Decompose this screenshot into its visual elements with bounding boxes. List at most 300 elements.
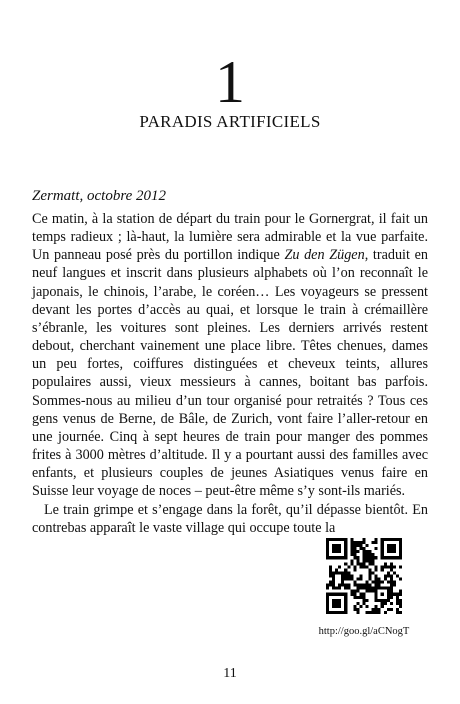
qr-module xyxy=(372,608,375,611)
qr-module xyxy=(344,541,347,544)
qr-module xyxy=(375,556,378,559)
qr-module xyxy=(335,593,338,596)
paragraph-1-text-a: Ce matin, à la station de départ du train pour le Gornergrat, il fait un temps radieux ; là-haut, la lumière sera admirable et la vue parfaite. Un panneau posé près du portillon indique xyxy=(32,211,428,264)
qr-module xyxy=(381,556,384,559)
qr-module xyxy=(369,587,372,590)
qr-module xyxy=(362,587,365,590)
qr-module xyxy=(338,602,341,605)
qr-module xyxy=(366,556,369,559)
qr-module xyxy=(387,581,390,584)
qr-module xyxy=(384,611,387,614)
qr-module xyxy=(335,602,338,605)
qr-module xyxy=(329,611,332,614)
qr-module xyxy=(338,587,341,590)
qr-module xyxy=(362,559,365,562)
qr-module xyxy=(344,538,347,541)
qr-module xyxy=(335,611,338,614)
qr-module xyxy=(338,544,341,547)
qr-module xyxy=(369,550,372,553)
qr-module xyxy=(362,547,365,550)
qr-module xyxy=(332,544,335,547)
qr-module xyxy=(338,556,341,559)
qr-module xyxy=(332,584,335,587)
qr-module xyxy=(353,541,356,544)
qr-module xyxy=(353,550,356,553)
qr-module xyxy=(378,599,381,602)
qr-module xyxy=(362,584,365,587)
qr-module xyxy=(381,602,384,605)
qr-module xyxy=(372,571,375,574)
qr-module xyxy=(329,556,332,559)
qr-module xyxy=(362,599,365,602)
qr-module xyxy=(350,538,353,541)
qr-module xyxy=(326,611,329,614)
qr-module xyxy=(326,556,329,559)
qr-module xyxy=(378,581,381,584)
qr-module xyxy=(332,578,335,581)
qr-module xyxy=(326,547,329,550)
qr-module xyxy=(353,544,356,547)
qr-module xyxy=(387,587,390,590)
qr-module xyxy=(369,611,372,614)
qr-module xyxy=(369,562,372,565)
sign-text-emphasis: Zu den Zügen xyxy=(284,247,365,264)
qr-module xyxy=(399,550,402,553)
qr-module xyxy=(329,593,332,596)
qr-module xyxy=(387,550,390,553)
qr-module xyxy=(335,550,338,553)
qr-module xyxy=(378,587,381,590)
qr-module xyxy=(375,565,378,568)
qr-module xyxy=(393,556,396,559)
qr-module xyxy=(347,587,350,590)
qr-module xyxy=(387,608,390,611)
qr-module xyxy=(369,571,372,574)
qr-module xyxy=(329,584,332,587)
qr-module xyxy=(375,587,378,590)
qr-module xyxy=(390,568,393,571)
qr-module xyxy=(341,571,344,574)
qr-module xyxy=(372,559,375,562)
qr-module xyxy=(399,611,402,614)
qr-module xyxy=(372,587,375,590)
qr-module xyxy=(390,544,393,547)
qr-module xyxy=(332,556,335,559)
qr-module xyxy=(387,599,390,602)
qr-module xyxy=(350,559,353,562)
qr-module xyxy=(326,550,329,553)
qr-module xyxy=(384,556,387,559)
qr-module xyxy=(366,605,369,608)
qr-module xyxy=(341,574,344,577)
qr-module xyxy=(390,602,393,605)
qr-module xyxy=(332,571,335,574)
qr-module xyxy=(372,541,375,544)
qr-module xyxy=(375,599,378,602)
qr-module xyxy=(350,553,353,556)
qr-module xyxy=(353,584,356,587)
qr-module xyxy=(356,550,359,553)
paragraph-2: Le train grimpe et s’engage dans la forêt, qu’il dépasse bientôt. En contrebas apparaît le vaste village qui occupe toute la xyxy=(32,501,428,536)
qr-module xyxy=(359,547,362,550)
qr-module xyxy=(350,578,353,581)
qr-module xyxy=(393,550,396,553)
qr-module xyxy=(344,599,347,602)
qr-module xyxy=(378,608,381,611)
qr-module xyxy=(366,581,369,584)
qr-module xyxy=(326,538,329,541)
qr-module xyxy=(381,565,384,568)
qr-module xyxy=(338,547,341,550)
qr-module xyxy=(359,578,362,581)
qr-module xyxy=(390,578,393,581)
qr-module xyxy=(326,541,329,544)
qr-module xyxy=(381,605,384,608)
qr-module xyxy=(344,574,347,577)
qr-module xyxy=(350,541,353,544)
qr-module xyxy=(399,602,402,605)
qr-module xyxy=(366,584,369,587)
qr-module xyxy=(338,538,341,541)
qr-module xyxy=(390,574,393,577)
qr-module xyxy=(338,605,341,608)
qr-module xyxy=(353,568,356,571)
qr-module xyxy=(366,587,369,590)
qr-module xyxy=(366,565,369,568)
qr-module xyxy=(350,574,353,577)
qr-module xyxy=(356,544,359,547)
qr-module xyxy=(372,562,375,565)
qr-module xyxy=(393,593,396,596)
qr-module xyxy=(378,584,381,587)
qr-module xyxy=(359,562,362,565)
qr-module xyxy=(396,608,399,611)
qr-module xyxy=(350,544,353,547)
qr-module xyxy=(350,593,353,596)
qr-module xyxy=(335,538,338,541)
qr-module xyxy=(344,571,347,574)
qr-module xyxy=(393,571,396,574)
qr-module xyxy=(329,571,332,574)
qr-module xyxy=(366,553,369,556)
qr-module xyxy=(362,593,365,596)
qr-module xyxy=(347,571,350,574)
qr-module xyxy=(332,538,335,541)
qr-module xyxy=(356,541,359,544)
qr-module xyxy=(381,553,384,556)
qr-module xyxy=(353,596,356,599)
qr-module xyxy=(399,553,402,556)
qr-module xyxy=(372,611,375,614)
qr-module xyxy=(362,541,365,544)
qr-module xyxy=(326,544,329,547)
qr-module xyxy=(329,574,332,577)
qr-module xyxy=(390,596,393,599)
qr-module xyxy=(338,611,341,614)
qr-module xyxy=(353,556,356,559)
qr-module xyxy=(344,593,347,596)
qr-module xyxy=(353,581,356,584)
qr-module xyxy=(332,587,335,590)
qr-module xyxy=(399,605,402,608)
qr-module xyxy=(344,596,347,599)
qr-module xyxy=(344,568,347,571)
qr-module xyxy=(387,590,390,593)
qr-module xyxy=(369,584,372,587)
qr-module xyxy=(396,602,399,605)
qr-module xyxy=(341,538,344,541)
qr-module xyxy=(390,547,393,550)
qr-module xyxy=(341,556,344,559)
qr-module xyxy=(390,608,393,611)
qr-module xyxy=(387,538,390,541)
qr-module xyxy=(396,556,399,559)
chapter-body xyxy=(32,210,428,537)
qr-module xyxy=(384,538,387,541)
qr-module xyxy=(369,590,372,593)
page-number: 11 xyxy=(223,666,237,681)
qr-module xyxy=(332,550,335,553)
qr-module xyxy=(353,553,356,556)
qr-module xyxy=(378,578,381,581)
qr-module xyxy=(369,553,372,556)
qr-module xyxy=(344,611,347,614)
qr-module xyxy=(369,574,372,577)
qr-module xyxy=(366,590,369,593)
qr-module xyxy=(347,584,350,587)
qr-module xyxy=(344,556,347,559)
qr-module xyxy=(396,599,399,602)
qr-module xyxy=(372,581,375,584)
dateline: Zermatt, octobre 2012 xyxy=(32,188,167,204)
qr-module xyxy=(332,605,335,608)
qr-module xyxy=(335,605,338,608)
qr-module xyxy=(359,596,362,599)
qr-module xyxy=(341,611,344,614)
qr-module xyxy=(366,611,369,614)
qr-module xyxy=(335,556,338,559)
qr-module xyxy=(338,599,341,602)
qr-module xyxy=(393,538,396,541)
qr-module xyxy=(369,578,372,581)
qr-module xyxy=(338,593,341,596)
qr-module xyxy=(335,599,338,602)
qr-url-link[interactable]: http://goo.gl/aCNogT xyxy=(318,626,410,637)
qr-module xyxy=(341,593,344,596)
qr-module xyxy=(332,611,335,614)
qr-module xyxy=(332,574,335,577)
qr-module xyxy=(384,562,387,565)
qr-module xyxy=(326,584,329,587)
qr-module xyxy=(359,584,362,587)
qr-module xyxy=(375,593,378,596)
qr-module xyxy=(381,538,384,541)
qr-module xyxy=(387,571,390,574)
qr-module xyxy=(329,565,332,568)
paragraph-1 xyxy=(32,210,428,501)
qr-module xyxy=(393,565,396,568)
qr-module xyxy=(390,562,393,565)
qr-module xyxy=(344,544,347,547)
qr-module xyxy=(375,547,378,550)
qr-module xyxy=(375,568,378,571)
qr-module xyxy=(329,581,332,584)
qr-module xyxy=(362,602,365,605)
qr-module xyxy=(396,538,399,541)
qr-module xyxy=(356,578,359,581)
qr-module xyxy=(384,565,387,568)
qr-module xyxy=(375,538,378,541)
qr-module xyxy=(329,568,332,571)
qr-module xyxy=(396,596,399,599)
qr-module xyxy=(347,565,350,568)
qr-module xyxy=(384,587,387,590)
qr-module xyxy=(356,590,359,593)
qr-module xyxy=(356,596,359,599)
qr-module xyxy=(375,608,378,611)
qr-module xyxy=(384,578,387,581)
qr-module xyxy=(390,590,393,593)
qr-module xyxy=(378,611,381,614)
qr-module xyxy=(353,605,356,608)
qr-module xyxy=(387,556,390,559)
qr-module xyxy=(366,550,369,553)
qr-module xyxy=(366,559,369,562)
qr-module xyxy=(372,590,375,593)
qr-module xyxy=(399,593,402,596)
qr-module xyxy=(344,562,347,565)
qr-module xyxy=(381,593,384,596)
qr-module xyxy=(326,593,329,596)
qr-module xyxy=(332,602,335,605)
qr-module xyxy=(396,611,399,614)
qr-module xyxy=(344,547,347,550)
qr-module xyxy=(375,584,378,587)
qr-module xyxy=(356,562,359,565)
qr-module xyxy=(341,581,344,584)
qr-module xyxy=(399,599,402,602)
qr-module xyxy=(341,578,344,581)
qr-module xyxy=(350,547,353,550)
qr-module xyxy=(390,587,393,590)
qr-module xyxy=(326,608,329,611)
paragraph-1-text-b: , traduit en neuf langues et inscrit dans plusieurs alphabets où l’on reconnaît le japonais, le chinois, l’arabe, le coréen… Les voyageurs se pressent devant les portes d’accès au quai, et lorsque le train à crémaillère s’ébranle, les voitures sont pleines. Les derniers arrivés restent debout, cherchant vainement une place libre. Têtes chenues, dames un peu fortes, coiffures distinguées et cheveux teints, allures populaires aussi, vieux messieurs à cannes, boitant bas parfois. Sommes-nous au milieu d’un tour organisé pour retraités ? Tous ces gens venus de Berne, de Bâle, de Zurich, vont faire l’aller-retour en une journée. Cinq à sept heures de train pour manger des pommes frites à 3000 mètres d’altitude. Il y a pourtant aussi des familles avec enfants, et plusieurs couples de jeunes Asiatiques venus faire en Suisse leur voyage de noces – peut-être même s’y sont-ils mariés. xyxy=(32,247,428,500)
qr-module xyxy=(381,581,384,584)
qr-module xyxy=(353,608,356,611)
chapter-title: PARADIS ARTIFICIELS xyxy=(139,112,321,131)
qr-module xyxy=(326,553,329,556)
qr-module xyxy=(353,565,356,568)
qr-module xyxy=(375,611,378,614)
qr-module xyxy=(344,584,347,587)
qr-module xyxy=(375,541,378,544)
qr-module xyxy=(369,568,372,571)
qr-module xyxy=(384,602,387,605)
qr-module xyxy=(387,565,390,568)
qr-module xyxy=(396,593,399,596)
qr-module xyxy=(375,578,378,581)
qr-module xyxy=(393,584,396,587)
qr-module xyxy=(335,547,338,550)
qr-module xyxy=(350,562,353,565)
qr-module xyxy=(353,547,356,550)
qr-module xyxy=(384,599,387,602)
qr-module xyxy=(356,602,359,605)
qr-module xyxy=(326,596,329,599)
qr-module xyxy=(393,547,396,550)
qr-module xyxy=(390,556,393,559)
qr-module xyxy=(332,581,335,584)
qr-module xyxy=(393,544,396,547)
qr-module xyxy=(390,593,393,596)
qr-module xyxy=(369,556,372,559)
qr-module xyxy=(344,602,347,605)
qr-module xyxy=(335,587,338,590)
qr-module xyxy=(381,550,384,553)
qr-module xyxy=(344,550,347,553)
qr-module xyxy=(344,605,347,608)
qr-module xyxy=(338,550,341,553)
qr-module xyxy=(387,593,390,596)
qr-module xyxy=(387,547,390,550)
qr-module xyxy=(332,593,335,596)
qr-module xyxy=(381,587,384,590)
qr-code-icon[interactable] xyxy=(326,538,402,614)
qr-module xyxy=(359,593,362,596)
qr-module xyxy=(356,559,359,562)
qr-module xyxy=(362,553,365,556)
qr-module xyxy=(399,541,402,544)
qr-module xyxy=(359,565,362,568)
qr-module xyxy=(372,556,375,559)
chapter-number: 1 xyxy=(215,49,245,115)
qr-module xyxy=(362,562,365,565)
qr-module xyxy=(381,544,384,547)
qr-module xyxy=(356,584,359,587)
qr-module xyxy=(356,611,359,614)
qr-module xyxy=(387,596,390,599)
qr-module xyxy=(390,581,393,584)
qr-module xyxy=(362,565,365,568)
qr-module xyxy=(347,578,350,581)
qr-module xyxy=(366,599,369,602)
qr-module xyxy=(390,565,393,568)
qr-module xyxy=(362,538,365,541)
qr-module xyxy=(332,547,335,550)
qr-module xyxy=(387,574,390,577)
qr-module xyxy=(344,553,347,556)
qr-module xyxy=(326,599,329,602)
qr-module xyxy=(381,568,384,571)
qr-module xyxy=(399,578,402,581)
qr-module xyxy=(390,550,393,553)
qr-module xyxy=(356,587,359,590)
qr-module xyxy=(341,584,344,587)
qr-module xyxy=(353,593,356,596)
qr-module xyxy=(335,568,338,571)
qr-module xyxy=(362,556,365,559)
qr-module xyxy=(335,571,338,574)
qr-module xyxy=(350,590,353,593)
qr-module xyxy=(384,574,387,577)
qr-module xyxy=(399,565,402,568)
qr-module xyxy=(375,605,378,608)
qr-module xyxy=(387,544,390,547)
qr-module xyxy=(326,587,329,590)
qr-module xyxy=(338,571,341,574)
qr-module xyxy=(366,544,369,547)
qr-module xyxy=(372,553,375,556)
